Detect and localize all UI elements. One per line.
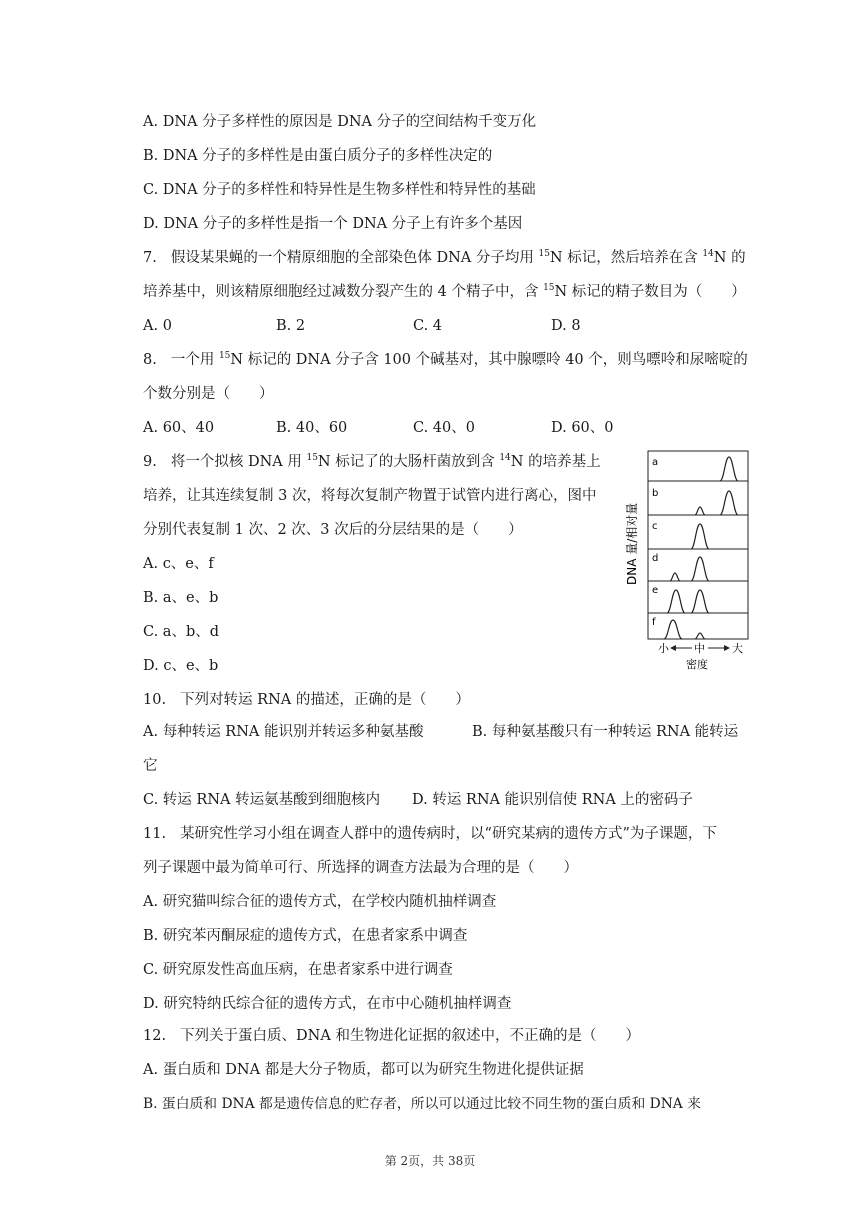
q11-option-d: D. 研究特纳氏综合征的遗传方式，在市中心随机抽样调查 <box>143 996 512 1012</box>
question-number: 12. <box>143 1028 167 1044</box>
panel-c-label: c <box>652 521 658 532</box>
q6-option-c: C. DNA 分子的多样性和特异性是生物多样性和特异性的基础 <box>143 182 536 198</box>
q6-option-a: A. DNA 分子多样性的原因是 DNA 分子的空间结构千变万化 <box>143 114 537 130</box>
q7-stem-line2: 培养基中，则该精原细胞经过减数分裂产生的 4 个精子中，含 $^{15}$N 标记的精子数目为（ ） <box>143 283 746 300</box>
q10-option-b: B. 每种氨基酸只有一种转运 RNA 能转运 <box>472 724 739 740</box>
panel-d-label: d <box>652 553 659 564</box>
q11-option-c: C. 研究原发性高血压病，在患者家系中进行调查 <box>143 962 453 978</box>
axis-small-label: 小 <box>658 642 669 655</box>
question-number: 8. <box>143 352 157 368</box>
q11-option-b: B. 研究苯丙酮尿症的遗传方式，在患者家系中调查 <box>143 928 468 944</box>
panel-a-label: a <box>652 457 659 468</box>
panel-e-box <box>648 581 748 613</box>
q11-stem-line1: 11. 某研究性学习小组在调查人群中的遗传病时，以“研究某病的遗传方式”为子课题，下 <box>143 826 717 842</box>
q9-option-a: A. c、e、f <box>143 556 214 572</box>
q10-option-d: D. 转运 RNA 能识别信使 RNA 上的密码子 <box>412 792 693 808</box>
q10-option-b-cont: 它 <box>143 758 158 774</box>
q6-option-b: B. DNA 分子的多样性是由蛋白质分子的多样性决定的 <box>143 148 493 164</box>
q7-option-b: B. 2 <box>276 318 306 334</box>
q7-stem-line1: 7. 假设某果蝇的一个精原细胞的全部染色体 DNA 分子均用 $^{15}$N 标记，然后培养在含 $^{14}$N 的 <box>143 249 746 266</box>
q11-stem-line2: 列子课题中最为简单可行、所选择的调查方法最为合理的是（ ） <box>143 860 578 876</box>
axis-mid-label: 中 <box>694 642 705 655</box>
q10-option-c: C. 转运 RNA 转运氨基酸到细胞核内 <box>143 792 381 808</box>
arrow-left-icon <box>670 645 676 651</box>
q8-option-c: C. 40、0 <box>413 420 475 436</box>
panel-f-label: f <box>652 617 656 628</box>
page-footer: 第 2页，共 38页 <box>384 1154 476 1168</box>
figure-panels <box>648 451 748 639</box>
question-number: 10. <box>143 692 167 708</box>
q10-stem: 10. 下列对转运 RNA 的描述，正确的是（ ） <box>143 692 470 708</box>
panel-d-peak-light <box>670 573 680 581</box>
q9-option-d: D. c、e、b <box>143 658 219 674</box>
panel-d-box <box>648 549 748 581</box>
figure-ylabel: DNA 量/相对量 <box>625 502 639 585</box>
panel-e-peak-mid <box>691 590 709 613</box>
q9-option-c: C. a、b、d <box>143 624 220 640</box>
axis-large-label: 大 <box>732 642 743 655</box>
question-number: 7. <box>143 250 157 266</box>
panel-b-peak-mid <box>695 507 705 515</box>
q12-option-a: A. 蛋白质和 DNA 都是大分子物质，都可以为研究生物进化提供证据 <box>143 1062 584 1078</box>
q9-stem-line3: 分别代表复制 1 次、2 次、3 次后的分层结果的是（ ） <box>143 522 523 538</box>
panel-d-peak-mid <box>691 557 709 581</box>
q9-stem-line2: 培养，让其连续复制 3 次，将每次复制产物置于试管内进行离心，图中 <box>143 488 597 504</box>
q7-option-c: C. 4 <box>413 318 443 334</box>
panel-f-peak-light <box>664 620 682 639</box>
arrow-right-icon <box>724 645 730 651</box>
q12-stem: 12. 下列关于蛋白质、DNA 和生物进化证据的叙述中，不正确的是（ ） <box>143 1028 640 1044</box>
centrifugation-figure <box>612 445 768 675</box>
question-number: 9. <box>143 454 157 470</box>
panel-c-peak-mid <box>691 524 709 549</box>
panel-a-peak-heavy <box>720 457 738 481</box>
panel-b-label: b <box>652 488 659 499</box>
q9-option-b: B. a、e、b <box>143 590 219 606</box>
density-axis <box>658 641 743 671</box>
panel-e-label: e <box>652 585 659 596</box>
q11-option-a: A. 研究猫叫综合征的遗传方式，在学校内随机抽样调查 <box>143 894 497 910</box>
panel-b-peak-heavy <box>720 491 738 515</box>
q8-option-b: B. 40、60 <box>276 420 348 436</box>
panel-e-peak-light <box>667 590 685 613</box>
panel-f-peak-mid <box>695 633 705 639</box>
q8-stem-line1: 8. 一个用 $^{15}$N 标记的 DNA 分子含 100 个碱基对，其中腺嘌呤 40 个，则鸟嘌呤和尿嘧啶的 <box>143 351 748 368</box>
q8-option-d: D. 60、0 <box>551 420 614 436</box>
figure-xlabel: 密度 <box>686 658 708 671</box>
q9-stem-line1: 9. 将一个拟核 DNA 用 $^{15}$N 标记了的大肠杆菌放到含 $^{14}$N 的培养基上 <box>143 453 601 470</box>
q12-option-b: B. 蛋白质和 DNA 都是遗传信息的贮存者，所以可以通过比较不同生物的蛋白质和 DNA 来 <box>143 1096 701 1112</box>
q8-stem-line2: 个数分别是（ ） <box>143 386 274 402</box>
q7-option-d: D. 8 <box>551 318 581 334</box>
question-number: 11. <box>143 826 167 842</box>
q8-option-a: A. 60、40 <box>143 420 215 436</box>
q10-option-a: A. 每种转运 RNA 能识别并转运多种氨基酸 <box>143 724 424 740</box>
q7-option-a: A. 0 <box>143 318 172 334</box>
q6-option-d: D. DNA 分子的多样性是指一个 DNA 分子上有许多个基因 <box>143 216 523 232</box>
panel-c-box <box>648 515 748 549</box>
